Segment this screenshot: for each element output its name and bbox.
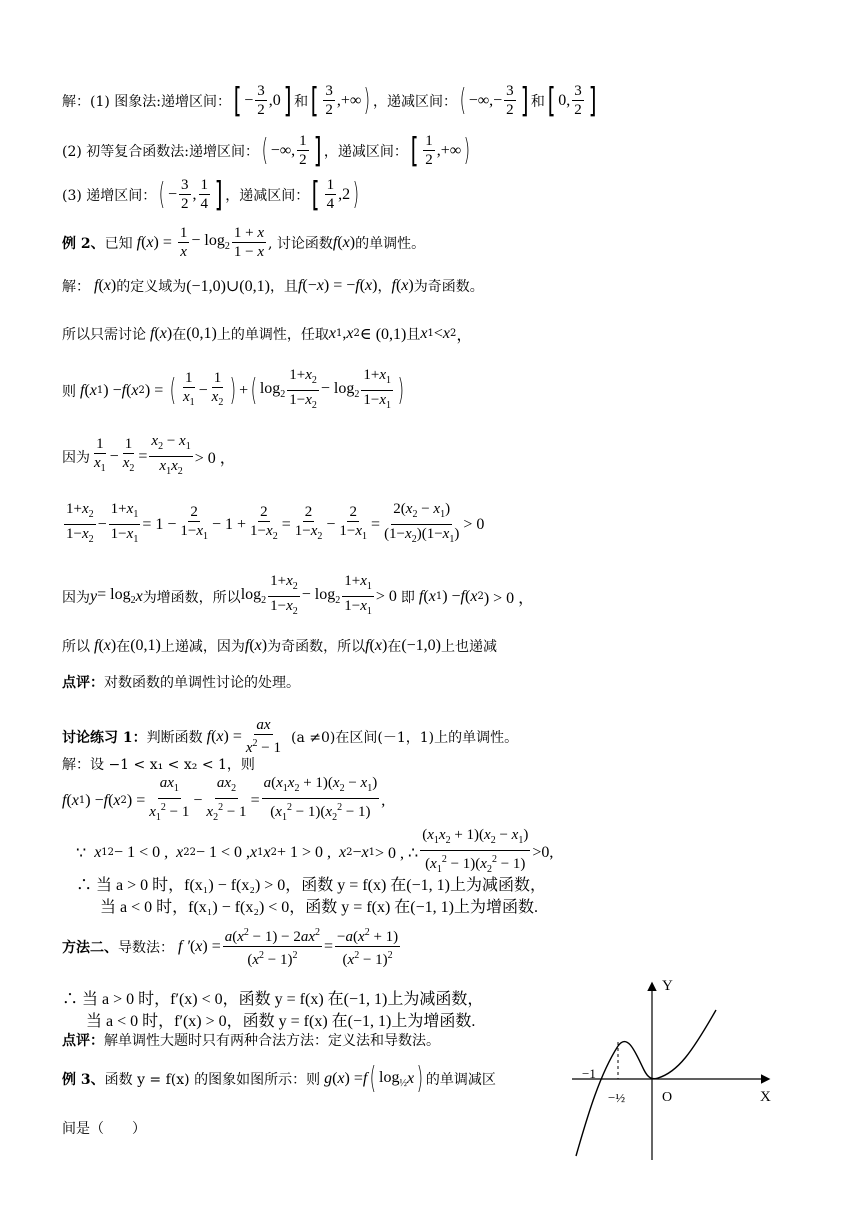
solution-log-increasing: 因为 y = $\log_2$ x 为增函数，所以 $\log_2$ $\frac{1+x_2}{1-x_2}$ − $\log_2$ $\frac{1+x_1}{1-x_1}$ > 0 即 f ( x 1 ) − f ( x 2 ) > 0 ， <box>62 573 535 617</box>
curve <box>576 1010 716 1156</box>
solution-part-a: 因为 $\frac{1}{x_1}$ − $\frac{1}{x_2}$ = $\frac{x_2 - x_1}{x_1x_2}$ > 0 ， <box>62 433 236 477</box>
practice-1-signs: ∵ x 1 2 − 1 < 0 , x 2 2 − 1 < 0 , x 1 x 2 + 1 > 0 , x 2 − x 1 > 0 , ∴ $\frac{(x_1x_2 + 1)(x_2 - x_1)}{(x_1^2 - 1)(x_2^2 - 1)}$ >0, <box>76 827 554 875</box>
method-2-derivative: 方法二、 导数法： f ′ ( x ) = $\frac{a(x^2 - 1) - 2ax^2}{(x^2 - 1)^2}$ = $\frac{-a(x^2 + 1)}{(x^2 - 1)^2}$ <box>62 924 402 969</box>
svg-text:Y: Y <box>662 978 673 994</box>
function-graph <box>566 974 776 1164</box>
practice-1-case-positive: ∴ 当 a > 0 时，f(x₁) − f(x₂) > 0，函数 y = f(x) 在(−1, 1)上为减函数， <box>76 877 546 894</box>
comment-2: 点评： 解单调性大题时只有两种合法方法：定义法和导数法。 <box>62 1033 440 1049</box>
comment-1: 点评： 对数函数的单调性讨论的处理。 <box>62 675 300 691</box>
solution-domain: 解： f ( x ) 的定义域为 (−1,0)∪(0,1) ，且 f (− x ) = − f ( x ) ， f ( x ) 为奇函数。 <box>62 277 484 295</box>
solution-part2: (2) 初等复合函数法:递增区间： ( −∞, $\frac{1}{2}$ ] ，递减区间： [ $\frac{1}{2}$ ,+∞ ) <box>62 130 471 171</box>
example-3-question: 间是（ ） <box>62 1121 146 1137</box>
solution-part3: (3) 递增区间： ( − $\frac{3}{2}$ , $\frac{1}{4}$ ] ，递减区间： [ $\frac{1}{4}$ ,2 ) <box>62 174 360 215</box>
svg-text:−½: −½ <box>608 1090 626 1105</box>
svg-text:X: X <box>760 1089 771 1105</box>
example-2-statement: 例 2、 已知 f ( x ) = $\frac{1}{x}$ − $\log_2$ $\frac{1 + x}{1 - x}$ , 讨论函数 f ( x ) 的单调性。 <box>62 225 426 260</box>
solution-part-b: $\frac{1+x_2}{1-x_2}$ − $\frac{1+x_1}{1-x_1}$ = 1 − $\frac{2}{1-x_1}$ − 1 + $\frac{2}{1-x_2}$ = $\frac{2}{1-x_2}$ − $\frac{2}{1-x_1}$ = $\frac{2(x_2 - x_1)}{(1-x_2)(1-x_1)}$ > 0 <box>66 501 485 545</box>
solution-difference: 则 f ( x 1 ) − f ( x 2 ) = ( $\frac{1}{x_1}$ − $\frac{1}{x_2}$ ) + ( $\log_2$ $\frac{1+x_2}{1-x_2}$ − $\log_2$ $\frac{1+x_1}{1-x_1}$ ) <box>62 367 405 411</box>
solution-take-points: 所以只需讨论 f ( x ) 在 (0,1) 上的单调性，任取 x 1 , x 2 ∈ (0,1) 且 x 1 < x 2 ， <box>62 324 473 344</box>
practice-1-setup: 解：设 −1 < x₁ < x₂ < 1，则 <box>62 757 255 773</box>
solution-part1: 解：(1) 图象法:递增区间： [ − $\frac{3}{2}$ ,0 ] 和 [ $\frac{3}{2}$ ,+∞ ) ，递减区间： ( −∞,− $\frac{3}{2}$ ] 和 [ 0, $\frac{3}{2}$ ] <box>62 80 597 121</box>
derivative-case-positive: ∴ 当 a > 0 时，f′(x) < 0，函数 y = f(x) 在(−1, 1)上为减函数， <box>62 991 484 1008</box>
practice-1-statement: 讨论练习 1： 判断函数 f ( x ) = $\frac{ax}{x^2 - 1}$ (a ≠0)在区间(－1，1)上的单调性。 <box>62 717 519 756</box>
derivative-case-negative: 当 a < 0 时，f′(x) > 0，函数 y = f(x) 在(−1, 1)上为增函数. <box>86 1013 476 1030</box>
svg-text:O: O <box>662 1090 673 1105</box>
practice-1-case-negative: 当 a < 0 时，f(x₁) − f(x₂) < 0，函数 y = f(x) 在(−1, 1)上为增函数. <box>100 899 538 916</box>
svg-text:−1: −1 <box>582 1066 596 1081</box>
solution-conclusion: 所以 f ( x ) 在 (0,1) 上递减，因为 f ( x ) 为奇函数，所以 f ( x ) 在 (−1,0) 上也递减 <box>62 637 497 655</box>
practice-1-difference: f ( x 1 ) − f ( x 2 ) = $\frac{ax_1}{x_1^2 - 1}$ − $\frac{ax_2}{x_2^2 - 1}$ = $\frac{a(x_1x_2 + 1)(x_2 - x_1)}{(x_1^2 - 1)(x_2^2 - 1)}$ , <box>62 775 386 823</box>
example-3-statement: 例 3、 函数 y = f(x) 的图象如图所示：则 g ( x ) = f ( $\log_{\frac{1}{2}}$ x ) 的单调减区 <box>62 1061 496 1096</box>
